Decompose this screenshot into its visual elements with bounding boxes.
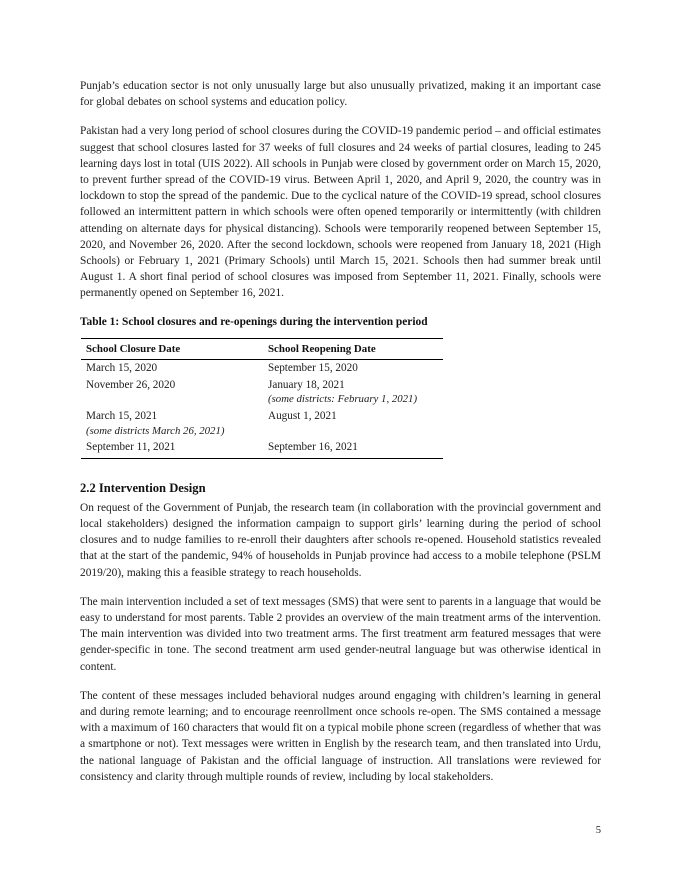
page-content bbox=[80, 78, 601, 785]
page-number: 5 bbox=[595, 825, 601, 836]
cell-closure-date bbox=[81, 360, 263, 377]
table-row bbox=[81, 377, 443, 408]
cell-closure-date bbox=[81, 439, 263, 458]
cell-reopening-date bbox=[263, 360, 443, 377]
cell-closure-date bbox=[81, 408, 263, 439]
cell-line-spacer bbox=[268, 424, 443, 439]
column-header-reopening-date: School Reopening Date bbox=[263, 338, 443, 360]
closure-date-value: March 15, 2021 bbox=[86, 410, 158, 423]
closure-date-value: November 26, 2020 bbox=[86, 378, 176, 391]
table-header-row bbox=[81, 338, 443, 360]
paragraph-intervention-design: On request of the Government of Punjab, the research team (in collaboration with the provincial government and local stakeholders) designed the information campaign to support girls’ learning during the period of school closures and to nudge families to re-enroll their daughters after schools re-opened. Household statistics revealed that at the start of the pandemic, 94% of households in Punjab province had access to a mobile telephone (PSLM 2019/20), making this a feasible strategy to reach households. bbox=[80, 501, 601, 579]
reopening-date-value: September 15, 2020 bbox=[268, 362, 358, 375]
column-header-closure-date: School Closure Date bbox=[81, 338, 263, 360]
reopening-date-note: (some districts: February 1, 2021) bbox=[268, 393, 418, 406]
cell-closure-date bbox=[81, 377, 263, 408]
cell-reopening-date bbox=[263, 439, 443, 458]
paragraph-closures-history: Pakistan had a very long period of school closures during the COVID-19 pandemic period – and official estimates suggest that school closures lasted for 37 weeks of full closures and 24 weeks of partial closures, leading to 245 learning days lost in total (UIS 2022). All schools in Punjab were closed by government order on March 15, 2020, to prevent further spread of the COVID-19 virus. Between April 1, 2020, and April 9, 2020, the country was in lockdown to stop the spread of the pandemic. Due to the cyclical nature of the COVID-19 spread, school closures followed an intermittent pattern in which schools were often opened temporarily or intermittently (with children attending on alternate days for physical distancing). Schools were temporarily reopened between September 15, 2020, and November 26, 2020. After the second lockdown, schools were reopened from January 18, 2021 (High Schools) or February 1, 2021 (Primary Schools) until March 15, 2021. Schools then had summer break until August 1. A short final period of school closures was imposed from September 11, 2021. Finally, schools were permanently opened on September 16, 2021. bbox=[80, 125, 601, 300]
cell-line-spacer bbox=[86, 392, 263, 407]
paragraph-intro: Punjab’s education sector is not only unusually large but also unusually privatized, making it an important case for global debates on school systems and education policy. bbox=[80, 80, 601, 109]
table1-body bbox=[81, 360, 443, 459]
section-heading-intervention-design: 2.2 Intervention Design bbox=[80, 480, 206, 495]
table-row bbox=[81, 439, 443, 458]
table1-caption: Table 1: School closures and re-openings during the intervention period bbox=[80, 315, 428, 328]
closure-date-value: September 11, 2021 bbox=[86, 441, 176, 454]
cell-reopening-date bbox=[263, 408, 443, 439]
reopening-date-value: September 16, 2021 bbox=[268, 441, 358, 454]
table1-school-closures bbox=[81, 338, 443, 459]
table-row bbox=[81, 360, 443, 377]
table1-header bbox=[81, 338, 443, 360]
reopening-date-value: January 18, 2021 bbox=[268, 378, 345, 391]
cell-reopening-date bbox=[263, 377, 443, 408]
closure-date-value: March 15, 2020 bbox=[86, 362, 158, 375]
closure-date-note: (some districts March 26, 2021) bbox=[86, 424, 225, 437]
paragraph-message-content: The content of these messages included behavioral nudges around engaging with children’s learning in general and during remote learning; and to encourage reenrollment once schools re-open. The SMS contained a message with a maximum of 160 characters that would fit on a typical mobile phone screen (regardless of whether that was a smartphone or not). Text messages were written in English by the research team, and then translated into Urdu, the national language of Pakistan and the official language of instruction. All translations were reviewed for consistency and clarity through multiple rounds of review, including by local stakeholders. bbox=[80, 689, 601, 783]
reopening-date-value: August 1, 2021 bbox=[268, 410, 337, 423]
table-row bbox=[81, 408, 443, 439]
paragraph-main-intervention: The main intervention included a set of text messages (SMS) that were sent to parents in a language that would be easy to understand for most parents. Table 2 provides an overview of the main treatment arms of the intervention. The main intervention was divided into two treatment arms. The first treatment arm featured messages that were gender-specific in tone. The second treatment arm used gender-neutral language but was otherwise identical in content. bbox=[80, 595, 601, 673]
